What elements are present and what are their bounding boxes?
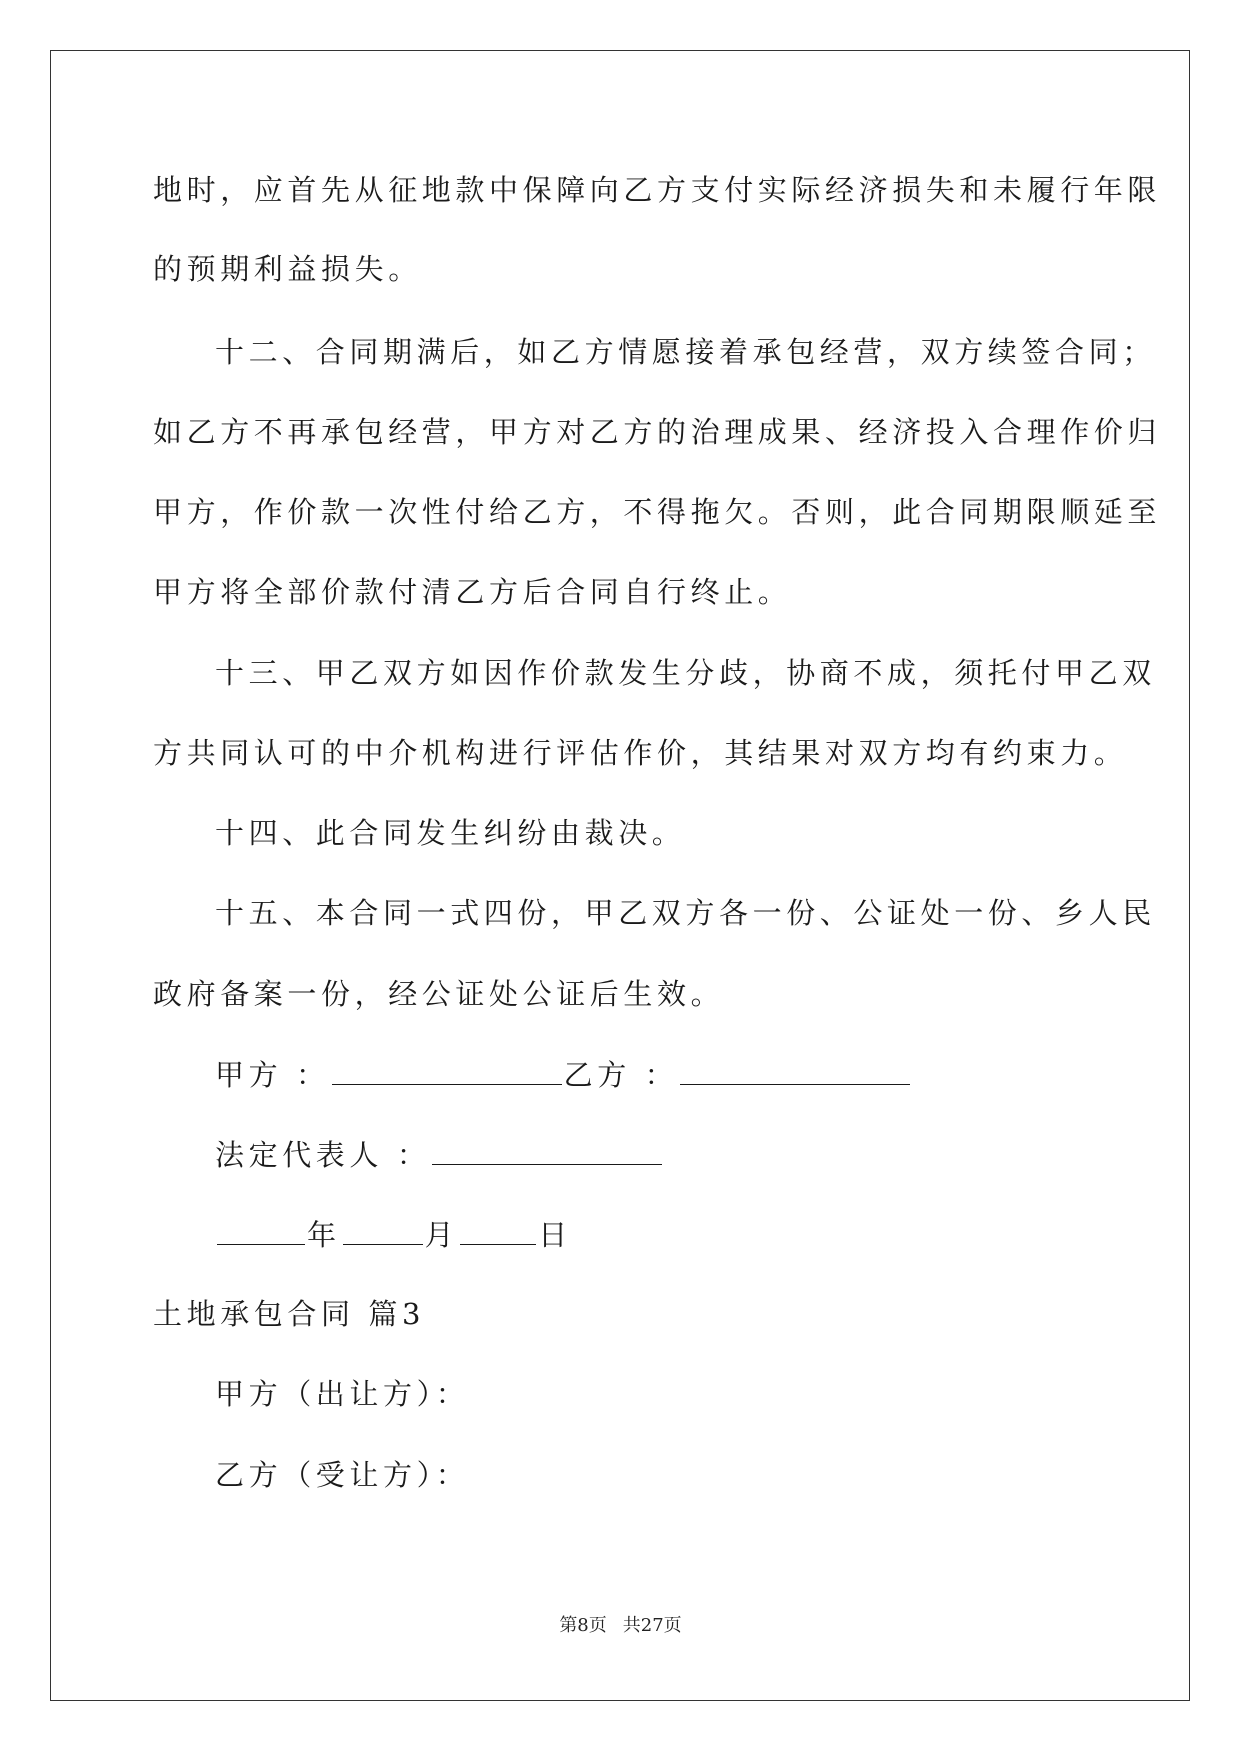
- day-label: 日: [538, 1218, 572, 1252]
- legal-rep-label: 法定代表人 ：: [215, 1138, 431, 1172]
- body-line-2: 的预期利益损失。: [153, 252, 422, 286]
- clause-13-line-2: 方共同认可的中介机构进行评估作价，其结果对双方均有约束力。: [153, 736, 1128, 770]
- transferee-label: 乙方（受让方）：: [215, 1458, 470, 1492]
- clause-12-line-3: 甲方，作价款一次性付给乙方，不得拖欠。否则，此合同期限顺延至: [153, 495, 1162, 529]
- body-line-1: 地时，应首先从征地款中保障向乙方支付实际经济损失和未履行年限: [153, 173, 1162, 207]
- day-blank: [460, 1216, 536, 1245]
- year-blank: [217, 1216, 305, 1245]
- legal-rep-row: [215, 1136, 664, 1172]
- clause-12-line-2: 如乙方不再承包经营，甲方对乙方的治理成果、经济投入合理作价归: [153, 415, 1162, 449]
- transferor-label: 甲方（出让方）：: [215, 1377, 470, 1411]
- clause-13-line-1: 十三、甲乙双方如因作价款发生分歧，协商不成，须托付甲乙双: [215, 656, 1156, 690]
- page-total: 共27页: [622, 1615, 682, 1636]
- clause-15-line-2: 政府备案一份，经公证处公证后生效。: [153, 977, 725, 1011]
- page-border: [50, 50, 1190, 1701]
- party-a-blank: [332, 1056, 562, 1085]
- clause-14-line-1: 十四、此合同发生纠纷由裁决。: [215, 816, 686, 850]
- party-signature-row: [215, 1056, 912, 1092]
- month-label: 月: [424, 1218, 459, 1252]
- date-row: [215, 1216, 572, 1252]
- section-title: 土地承包合同 篇3: [153, 1297, 426, 1331]
- legal-rep-blank: [432, 1136, 662, 1165]
- page-footer: [0, 1611, 1241, 1637]
- party-b-label: 乙方 ：: [563, 1058, 679, 1092]
- party-b-blank: [680, 1056, 910, 1085]
- year-label: 年: [307, 1218, 341, 1252]
- page-number: 第8页: [559, 1615, 607, 1636]
- clause-12-line-1: 十二、合同期满后，如乙方情愿接着承包经营，双方续签合同；: [215, 335, 1156, 369]
- clause-12-line-4: 甲方将全部价款付清乙方后合同自行终止。: [153, 575, 792, 609]
- clause-15-line-1: 十五、本合同一式四份，甲乙双方各一份、公证处一份、乡人民: [215, 896, 1156, 930]
- party-a-label: 甲方 ：: [215, 1058, 330, 1092]
- month-blank: [343, 1216, 423, 1245]
